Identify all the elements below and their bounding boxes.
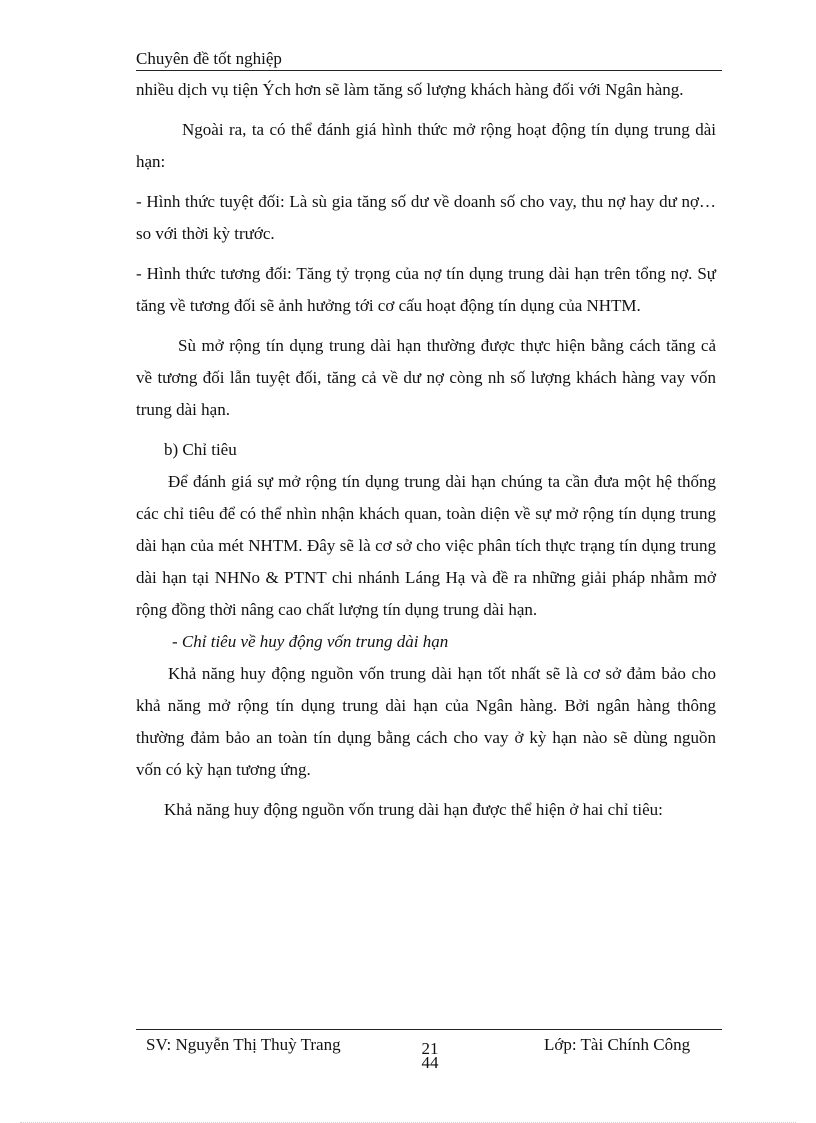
paragraph-capital-capacity: Khả năng huy động nguồn vốn trung dài hạn tốt nhất sẽ là cơ sở đảm bảo cho khả năng mở rộng tín dụng trung dài hạn của Ngân hàng. Bởi ngân hàng thông thường đảm bảo an toàn tín dụng bằng cách cho vay ở kỳ hạn nào sẽ dùng nguồn vốn có kỳ hạn tương ứng.	[136, 664, 716, 779]
paragraph-criteria-intro: Để đánh giá sự mở rộng tín dụng trung dài hạn chúng ta cần đưa một hệ thống các chỉ tiêu để có thể nhìn nhận khách quan, toàn diện về sự mở rộng tín dụng trung dài hạn của mét NHTM. Đây sẽ là cơ sở cho việc phân tích thực trạng tín dụng trung dài hạn tại NHNo & PTNT chi nhánh Láng Hạ và đề ra những giải pháp nhằm mở rộng đồng thời nâng cao chất lượng tín dụng trung dài hạn.	[136, 472, 716, 619]
paragraph-continuation: nhiều dịch vụ tiện Ých hơn sẽ làm tăng số lượng khách hàng đối với Ngân hàng.	[136, 80, 684, 99]
paragraph-two-criteria: Khả năng huy động nguồn vốn trung dài hạn được thể hiện ở hai chỉ tiêu:	[164, 800, 663, 819]
header-divider	[136, 70, 722, 71]
paragraph-relative-form: - Hình thức tương đối: Tăng tỷ trọng của nợ tín dụng trung dài hạn trên tổng nợ. Sự tăng về tương đối sẽ ảnh hưởng tới cơ cấu hoạt động tín dụng của NHTM.	[136, 264, 716, 315]
body-text	[136, 74, 716, 826]
subheading-capital-mobilization: - Chỉ tiêu về huy động vốn trung dài hạn	[172, 632, 449, 651]
page-number-current: 21	[421, 1039, 439, 1058]
footer-student-name: SV: Nguyễn Thị Thuỳ Trang	[146, 1035, 341, 1054]
paragraph-intro-forms: Ngoài ra, ta có thể đánh giá hình thức mở rộng hoạt động tín dụng trung dài hạn:	[136, 120, 716, 171]
page-number	[415, 1039, 445, 1072]
header-title: Chuyên đề tốt nghiệp	[136, 49, 282, 68]
paragraph-expansion-summary: Sù mở rộng tín dụng trung dài hạn thường được thực hiện bằng cách tăng cả về tương đối lẫn tuyệt đối, tăng cả về dư nợ còng nh số lượng khách hàng vay vốn trung dài hạn.	[136, 336, 716, 419]
page-number-total: 44	[421, 1053, 439, 1072]
paragraph-absolute-form: - Hình thức tuyệt đối: Là sù gia tăng số dư về doanh số cho vay, thu nợ hay dư nợ… so với thời kỳ trước.	[136, 192, 716, 243]
footer-divider	[136, 1029, 722, 1030]
footer-class-name: Lớp: Tài Chính Công	[544, 1035, 691, 1054]
section-heading-criteria: b) Chỉ tiêu	[164, 440, 237, 459]
